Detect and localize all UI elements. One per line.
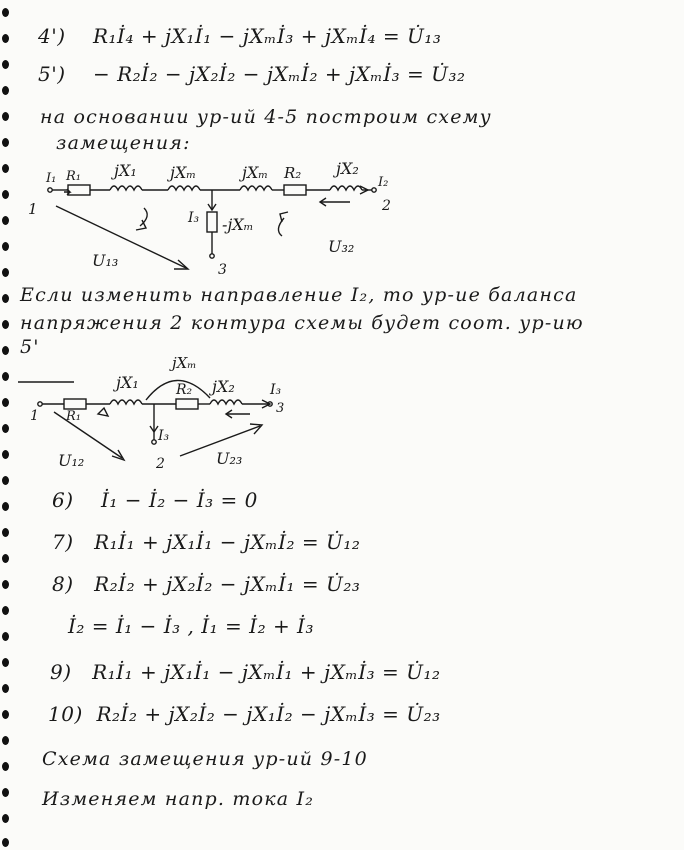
label-jx1: jX₁ xyxy=(116,373,139,392)
equation-7 xyxy=(52,530,360,554)
equation-4-prime xyxy=(38,24,441,48)
label-r1: R₁ xyxy=(66,409,81,424)
equation-8 xyxy=(52,572,360,596)
label-u12: U₁₂ xyxy=(58,451,85,470)
equivalent-circuit-diagram-1 xyxy=(20,156,460,280)
equation-6 xyxy=(52,488,258,512)
label-jx1: jX₁ xyxy=(114,161,137,180)
label-u13: U₁₃ xyxy=(92,251,119,270)
note-2-line-1: Если изменить направление I₂, то ур-ие баланса xyxy=(20,284,578,306)
label-node3: 3 xyxy=(218,262,227,278)
label-u32: U₃₂ xyxy=(328,237,355,256)
label-node2: 2 xyxy=(382,198,391,214)
equation-text: R₂İ₂ + jX₂İ₂ − jX₁İ₂ − jXₘİ₃ = U̇₂₃ xyxy=(96,702,441,726)
equation-10 xyxy=(48,702,441,726)
label-i3: I₃ xyxy=(158,428,170,444)
label-i3: I₃ xyxy=(188,210,200,226)
equation-number: 5') xyxy=(38,62,66,86)
label-jxm2: jXₘ xyxy=(242,163,269,182)
label-r2: R₂ xyxy=(284,164,302,182)
equation-number: 9) xyxy=(50,660,72,684)
equation-number: 6) xyxy=(52,488,74,512)
label-node1: 1 xyxy=(28,200,38,218)
note-2-line-3: 5' xyxy=(20,336,40,358)
label-r2: R₂ xyxy=(176,382,193,398)
equation-9 xyxy=(50,660,441,684)
equation-text: R₁İ₄ + jX₁İ₁ − jXₘİ₃ + jXₘİ₄ = U̇₁₃ xyxy=(92,24,442,48)
label-node1: 1 xyxy=(30,408,39,424)
equation-5-prime xyxy=(38,62,465,86)
note-4: Изменяем напр. тока I₂ xyxy=(42,788,315,810)
label-i2: I₂ xyxy=(378,175,389,190)
equivalent-circuit-diagram-2 xyxy=(12,354,342,478)
label-jx2: jX₂ xyxy=(212,377,235,396)
label-jxm: jXₘ xyxy=(170,163,197,182)
label-i1: I₁ xyxy=(46,171,57,186)
equation-text: − R₂İ₂ − jX₂İ₂ − jXₘİ₂ + jXₘİ₃ = U̇₃₂ xyxy=(92,62,466,86)
equation-number: 10) xyxy=(48,702,83,726)
equation-number: 8) xyxy=(52,572,74,596)
equation-substitution xyxy=(68,614,314,638)
equation-text: R₂İ₂ + jX₂İ₂ − jXₘİ₁ = U̇₂₃ xyxy=(94,572,361,596)
equation-number: 4') xyxy=(38,24,66,48)
note-2-line-2: напряжения 2 контура схемы будет соот. ур-ию xyxy=(20,312,584,334)
label-node3: 3 xyxy=(276,401,285,416)
label-mid: -jXₘ xyxy=(222,215,254,234)
label-i3-top: I₃ xyxy=(270,382,282,398)
note-1-line-2: замещения: xyxy=(56,132,191,154)
label-jx2: jX₂ xyxy=(336,159,359,178)
note-1-line-1: на основании ур-ий 4-5 построим схему xyxy=(40,106,492,128)
equation-text: R₁İ₁ + jX₁İ₁ − jXₘİ₂ = U̇₁₂ xyxy=(94,530,361,554)
equation-text: R₁İ₁ + jX₁İ₁ − jXₘİ₁ + jXₘİ₃ = U̇₁₂ xyxy=(92,660,441,684)
equation-text: İ₁ − İ₂ − İ₃ = 0 xyxy=(100,488,258,512)
equation-text: İ₂ = İ₁ − İ₃ , İ₁ = İ₂ + İ₃ xyxy=(68,614,314,638)
equation-number: 7) xyxy=(52,530,74,554)
note-3: Схема замещения ур-ий 9-10 xyxy=(42,748,368,770)
label-jxm: jXₘ xyxy=(172,354,197,372)
label-u23: U₂₃ xyxy=(216,449,243,468)
label-node2: 2 xyxy=(156,456,165,472)
label-r1: R₁ xyxy=(66,169,81,184)
